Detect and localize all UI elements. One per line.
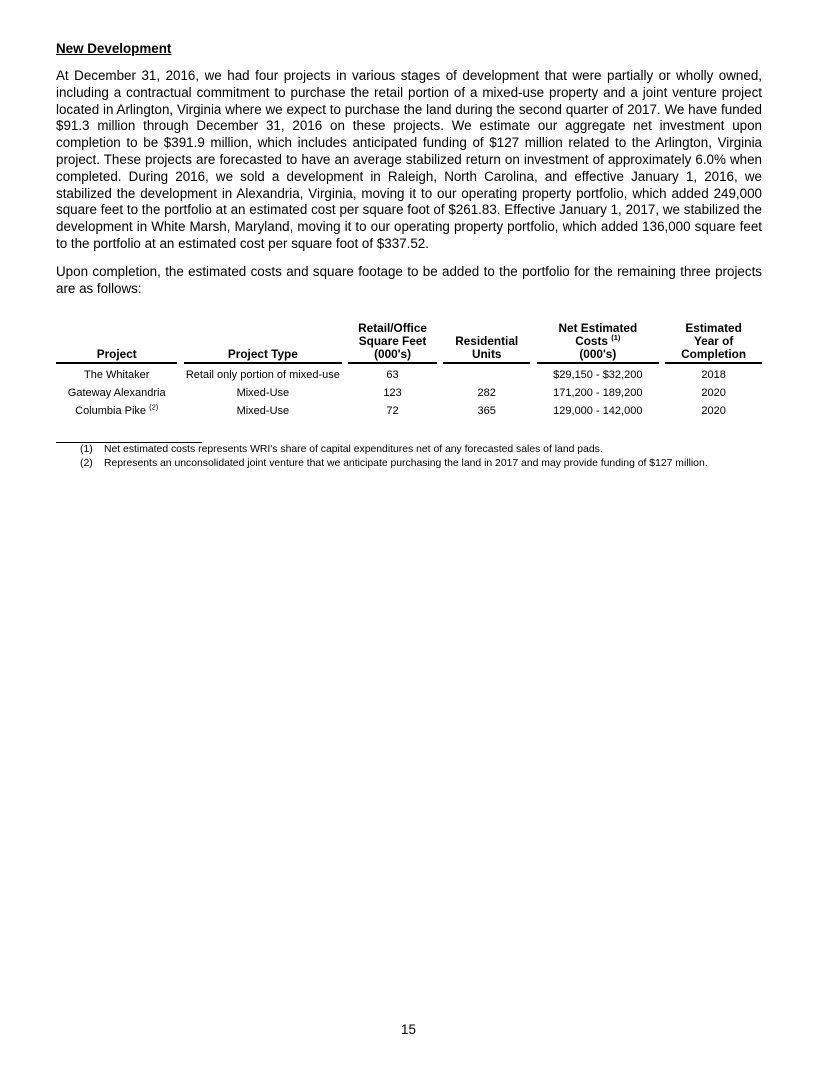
cell-residential-units	[443, 364, 530, 384]
table-row	[56, 384, 762, 402]
cell-square-feet: 63	[386, 369, 399, 382]
footnote-1: (1) Net estimated costs represents WRI's share of capital expenditures net of any forecasted sales of land pads.	[80, 444, 603, 456]
footnote-2: (2) Represents an unconsolidated joint venture that we anticipate purchasing the land in 2017 and may provide funding of $127 million.	[80, 457, 708, 469]
cell-square-feet: 72	[386, 405, 399, 418]
cell-year-of-completion: 2018	[701, 369, 726, 382]
cell-residential-units: 365	[477, 405, 496, 418]
header-residential-units: Residential Units	[443, 322, 530, 364]
header-project: Project	[56, 322, 177, 364]
cell-project-type: Retail only portion of mixed-use	[185, 369, 340, 382]
cell-project-type: Mixed-Use	[236, 387, 290, 400]
cell-net-estimated-costs: 171,200 - 189,200	[553, 387, 643, 400]
cell-project-type: Mixed-Use	[236, 405, 290, 418]
cell-year-of-completion: 2020	[701, 387, 726, 400]
cell-net-estimated-costs: 129,000 - 142,000	[553, 405, 643, 418]
paragraph-overview: At December 31, 2016, we had four projects in various stages of development that were partially or wholly owned, including a contractual commitment to purchase the retail portion of a mixed-use property and a joint venture project located in Arlington, Virginia where we expect to purchase the land during the second quarter of 2017. We have funded $91.3 million through December 31, 2016 on these projects. We estimate our aggregate net investment upon completion to be $391.9 million, which includes anticipated funding of $127 million related to the Arlington, Virginia project. These projects are forecasted to have an average stabilized return on investment of approximately 6.0% when completed. During 2016, we sold a development in Raleigh, North Carolina, and effective January 1, 2016, we stabilized the development in Alexandria, Virginia, moving it to our operating property portfolio, which added 249,000 square feet to the portfolio at an estimated cost per square foot of $261.83. Effective January 1, 2017, we stabilized the development in White Marsh, Maryland, moving it to our operating property portfolio, which added 136,000 square feet to the portfolio at an estimated cost per square foot of $337.52.	[56, 68, 762, 251]
header-project-type: Project Type	[184, 322, 343, 364]
document-page	[56, 40, 762, 470]
table-row	[56, 364, 762, 384]
cell-square-feet: 123	[383, 387, 402, 400]
cell-project: Columbia Pike $^{(2)}$	[75, 402, 159, 418]
cell-year-of-completion: 2020	[701, 405, 726, 418]
page-number: 15	[401, 1022, 416, 1037]
table-header-row	[56, 322, 762, 364]
header-net-estimated-costs: Net Estimated Costs $^{(1)}$ (000's)	[537, 322, 659, 364]
paragraph-intro-table: Upon completion, the estimated costs and square footage to be added to the portfolio for the remaining three projects are as follows:	[56, 263, 762, 296]
cell-project: The Whitaker	[84, 369, 150, 382]
section-heading: New Development	[56, 41, 172, 56]
header-year-of-completion: Estimated Year of Completion	[665, 322, 762, 364]
cell-project: Gateway Alexandria	[67, 387, 166, 400]
development-table	[56, 322, 762, 420]
table-row	[56, 402, 762, 420]
header-square-feet: Retail/Office Square Feet (000's)	[348, 322, 436, 364]
cell-residential-units: 282	[477, 387, 496, 400]
cell-net-estimated-costs: $29,150 - $32,200	[553, 369, 643, 382]
